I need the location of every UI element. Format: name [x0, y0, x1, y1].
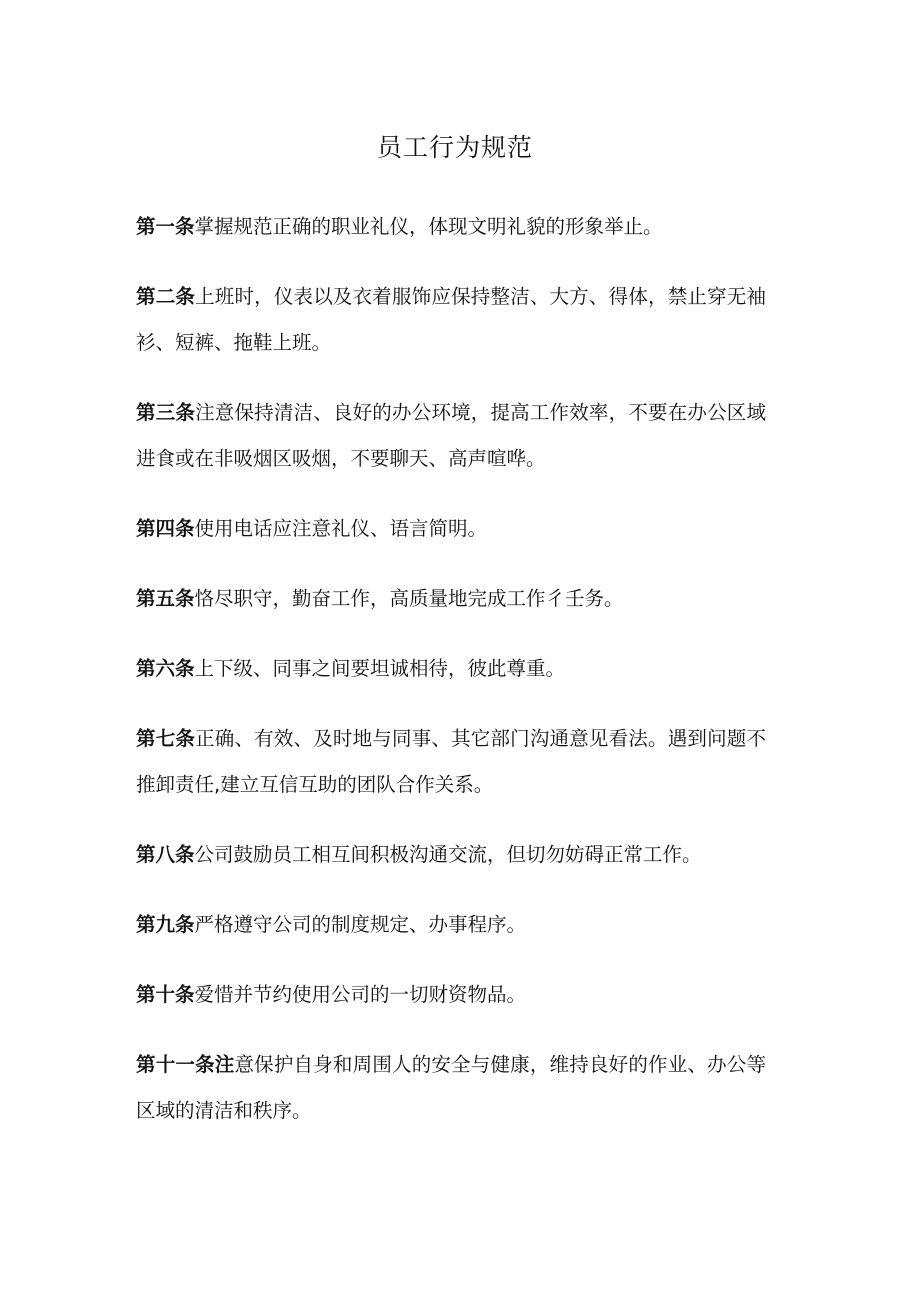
- article-text: 严格遵守公司的制度规定、办事程序。: [194, 913, 527, 936]
- article-item: [136, 646, 766, 692]
- article-number: 第八条: [136, 843, 195, 866]
- article-number: 第四条: [136, 517, 195, 540]
- article-list: [136, 204, 766, 1158]
- article-item: [136, 204, 766, 250]
- article-text: 上下级、同事之间要坦诚相待，彼此尊重。: [194, 657, 566, 680]
- article-number: 第十一条注: [136, 1053, 235, 1076]
- article-number: 第三条: [136, 401, 196, 424]
- article-text: 掌握规范正确的职业礼仪，体现文明礼貌的形象举止。: [194, 215, 663, 238]
- article-item: [136, 274, 766, 366]
- article-text: 正确、有效、及时地与同事、其它部门沟通意见看法。遇到问题不推卸责任,建立互信互助的团队合作关系。: [136, 727, 766, 796]
- article-item: [136, 576, 766, 622]
- article-item: [136, 832, 766, 878]
- article-text: 公司鼓励员工相互间积极沟通交流，但切勿妨碍正常工作。: [194, 843, 702, 866]
- article-item: [136, 506, 766, 552]
- article-item: [136, 390, 766, 482]
- article-number: 第六条: [136, 657, 195, 680]
- article-text: 使用电话应注意礼仪、语言简明。: [194, 517, 488, 540]
- article-text: 上班时，仪表以及衣着服饰应保持整洁、大方、得体，禁止穿无袖衫、短裤、拖鞋上班。: [136, 285, 766, 354]
- article-number: 第二条: [136, 285, 196, 308]
- article-number: 第一条: [136, 215, 195, 238]
- article-item: [136, 972, 766, 1018]
- article-text: 注意保持清洁、良好的办公环境，提高工作效率，不要在办公区域进食或在非吸烟区吸烟，不要聊天、高声喧哗。: [136, 401, 766, 470]
- article-number: 第五条: [136, 587, 195, 610]
- document-title: 员工行为规范: [376, 133, 533, 162]
- article-number: 第九条: [136, 913, 195, 936]
- article-text: 恪尽职守，勤奋工作，高质量地完成工作彳壬务。: [194, 587, 624, 610]
- article-item: [136, 716, 766, 808]
- article-text: 意保护自身和周围人的安全与健康，维持良好的作业、办公等区域的清洁和秩序。: [136, 1053, 766, 1122]
- article-number: 第七条: [136, 727, 196, 750]
- article-item: [136, 1042, 766, 1134]
- article-number: 第十条: [136, 983, 195, 1006]
- article-item: [136, 902, 766, 948]
- article-text: 爱惜并节约使用公司的一切财资物品。: [194, 983, 527, 1006]
